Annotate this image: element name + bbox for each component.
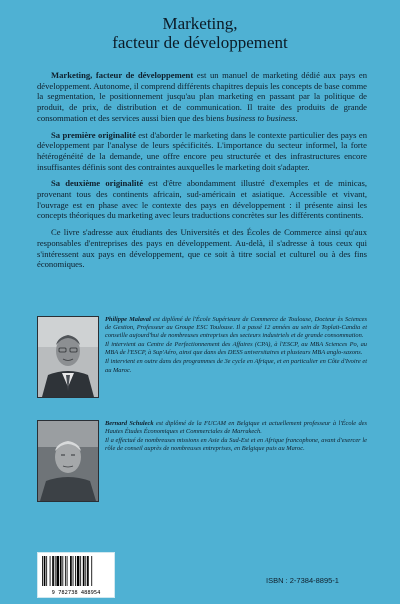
first-originality-text: est d'aborder le marketing dans le contexte particulier des pays en développement par l'analyse de leurs spécificités. L'importance du secteur informel, la forte hétérogénéité de la demande, une offre encore peu structurée et des infrastructures encore insuffisantes définis sont des contraintes auxquelles le marketing doit s'adapter. [37,129,367,172]
author-block-1 [37,316,367,400]
second-originality-text: est d'être abondamment illustré d'exemples et de minicas, provenant tous des continents africain, sud-américain et asiatique. Accessible et vivant, l'ouvrage est en phase avec le contexte des pays en développement : il présente ainsi les concepts théoriques du marketing avec leurs traductions concrètes sur les différents continents. [37,178,367,221]
title-line-2: facteur de développement [112,33,288,52]
author-bio-1-part2: Il intervient au Centre de Perfectionnement des Affaires (CPA), à l'ESCP, au MBA Sciences Po, au MBA de l'ESCP, à Sup'Aéro, ainsi que dans des DESS universitaires et plusieurs MBA anglo-saxons. [105,341,367,357]
intro-paragraph [37,70,367,124]
author-bio-2 [105,420,367,454]
second-originality-bold: Sa deuxième originalité [51,178,144,189]
author-name-1: Philippe Malaval [105,316,151,323]
intro-bold: Marketing, facteur de développement [51,70,194,80]
barcode [37,552,115,598]
audience-paragraph [37,227,367,270]
author-bio-1-part3: Il intervient en outre dans des programmes de 3e cycle en Afrique, et en particulier en Côte d'Ivoire et au Maroc. [105,358,367,374]
barcode-digits: 9 782738 488954 [51,590,101,596]
intro-text: est un manuel de marketing dédié aux pays en développement. Autonome, il comprend différents chapitres depuis les concepts de base comme la segmentation, le positionnement jusqu'au plan marketing en passant par la politique de produit, de prix, de distribution et de communication. [37,70,368,113]
author-bio-1-part1: est diplômé de l'École Supérieure de Commerce de Toulouse, Docteur ès Sciences de Gestion, Professeur au Groupe ESC Toulouse. Il a passé 12 années au sein de Toplait-Candia et conseille aujourd'hui de nombreuses entreprises des secteurs industriels et de grande consommation. [105,316,368,340]
author-bio-2-part2: Il a effectué de nombreuses missions en Asie du Sud-Est et en Afrique francophone, avant d'exercer le rôle de conseil auprès de nombreuses entreprises, en Belgique puis au Maroc. [105,437,367,453]
isbn-number: ISBN : 2-7384-8895-1 [266,576,339,585]
author-name-2: Bernard Schuleck [105,420,154,427]
author-photo-2 [37,420,99,502]
second-originality-paragraph [37,178,367,221]
author-photo-1 [37,316,99,398]
author-block-2 [37,420,367,504]
scope-text: Il traite des produits de grande consommation et des services aussi bien que des biens [37,102,367,123]
description [37,70,367,276]
title-line-1: Marketing, [162,14,238,33]
author-bio-1 [105,316,367,376]
first-originality-paragraph [37,130,367,173]
author-bio-2-part1: est diplômé de la FUCAM en Belgique et actuellement professeur à l'École des Hautes Études Économiques et Commerciales de Marrakech. [105,420,368,436]
audience-text: Ce livre s'adresse aux étudiants des Universités et des Écoles de Commerce ainsi qu'aux responsables d'entreprises des pays en développement. Au-delà, il s'adresse à tous ceux qui s'intéressent aux pays en développement, que ce soit à titre social et culturel ou à des fins économiques. [37,227,367,270]
first-originality-bold: Sa première originalité [51,129,136,140]
scope-end: . [295,112,298,123]
scope-italic: business to business [226,112,296,123]
barcode-bars [38,553,114,589]
book-title [0,14,400,52]
